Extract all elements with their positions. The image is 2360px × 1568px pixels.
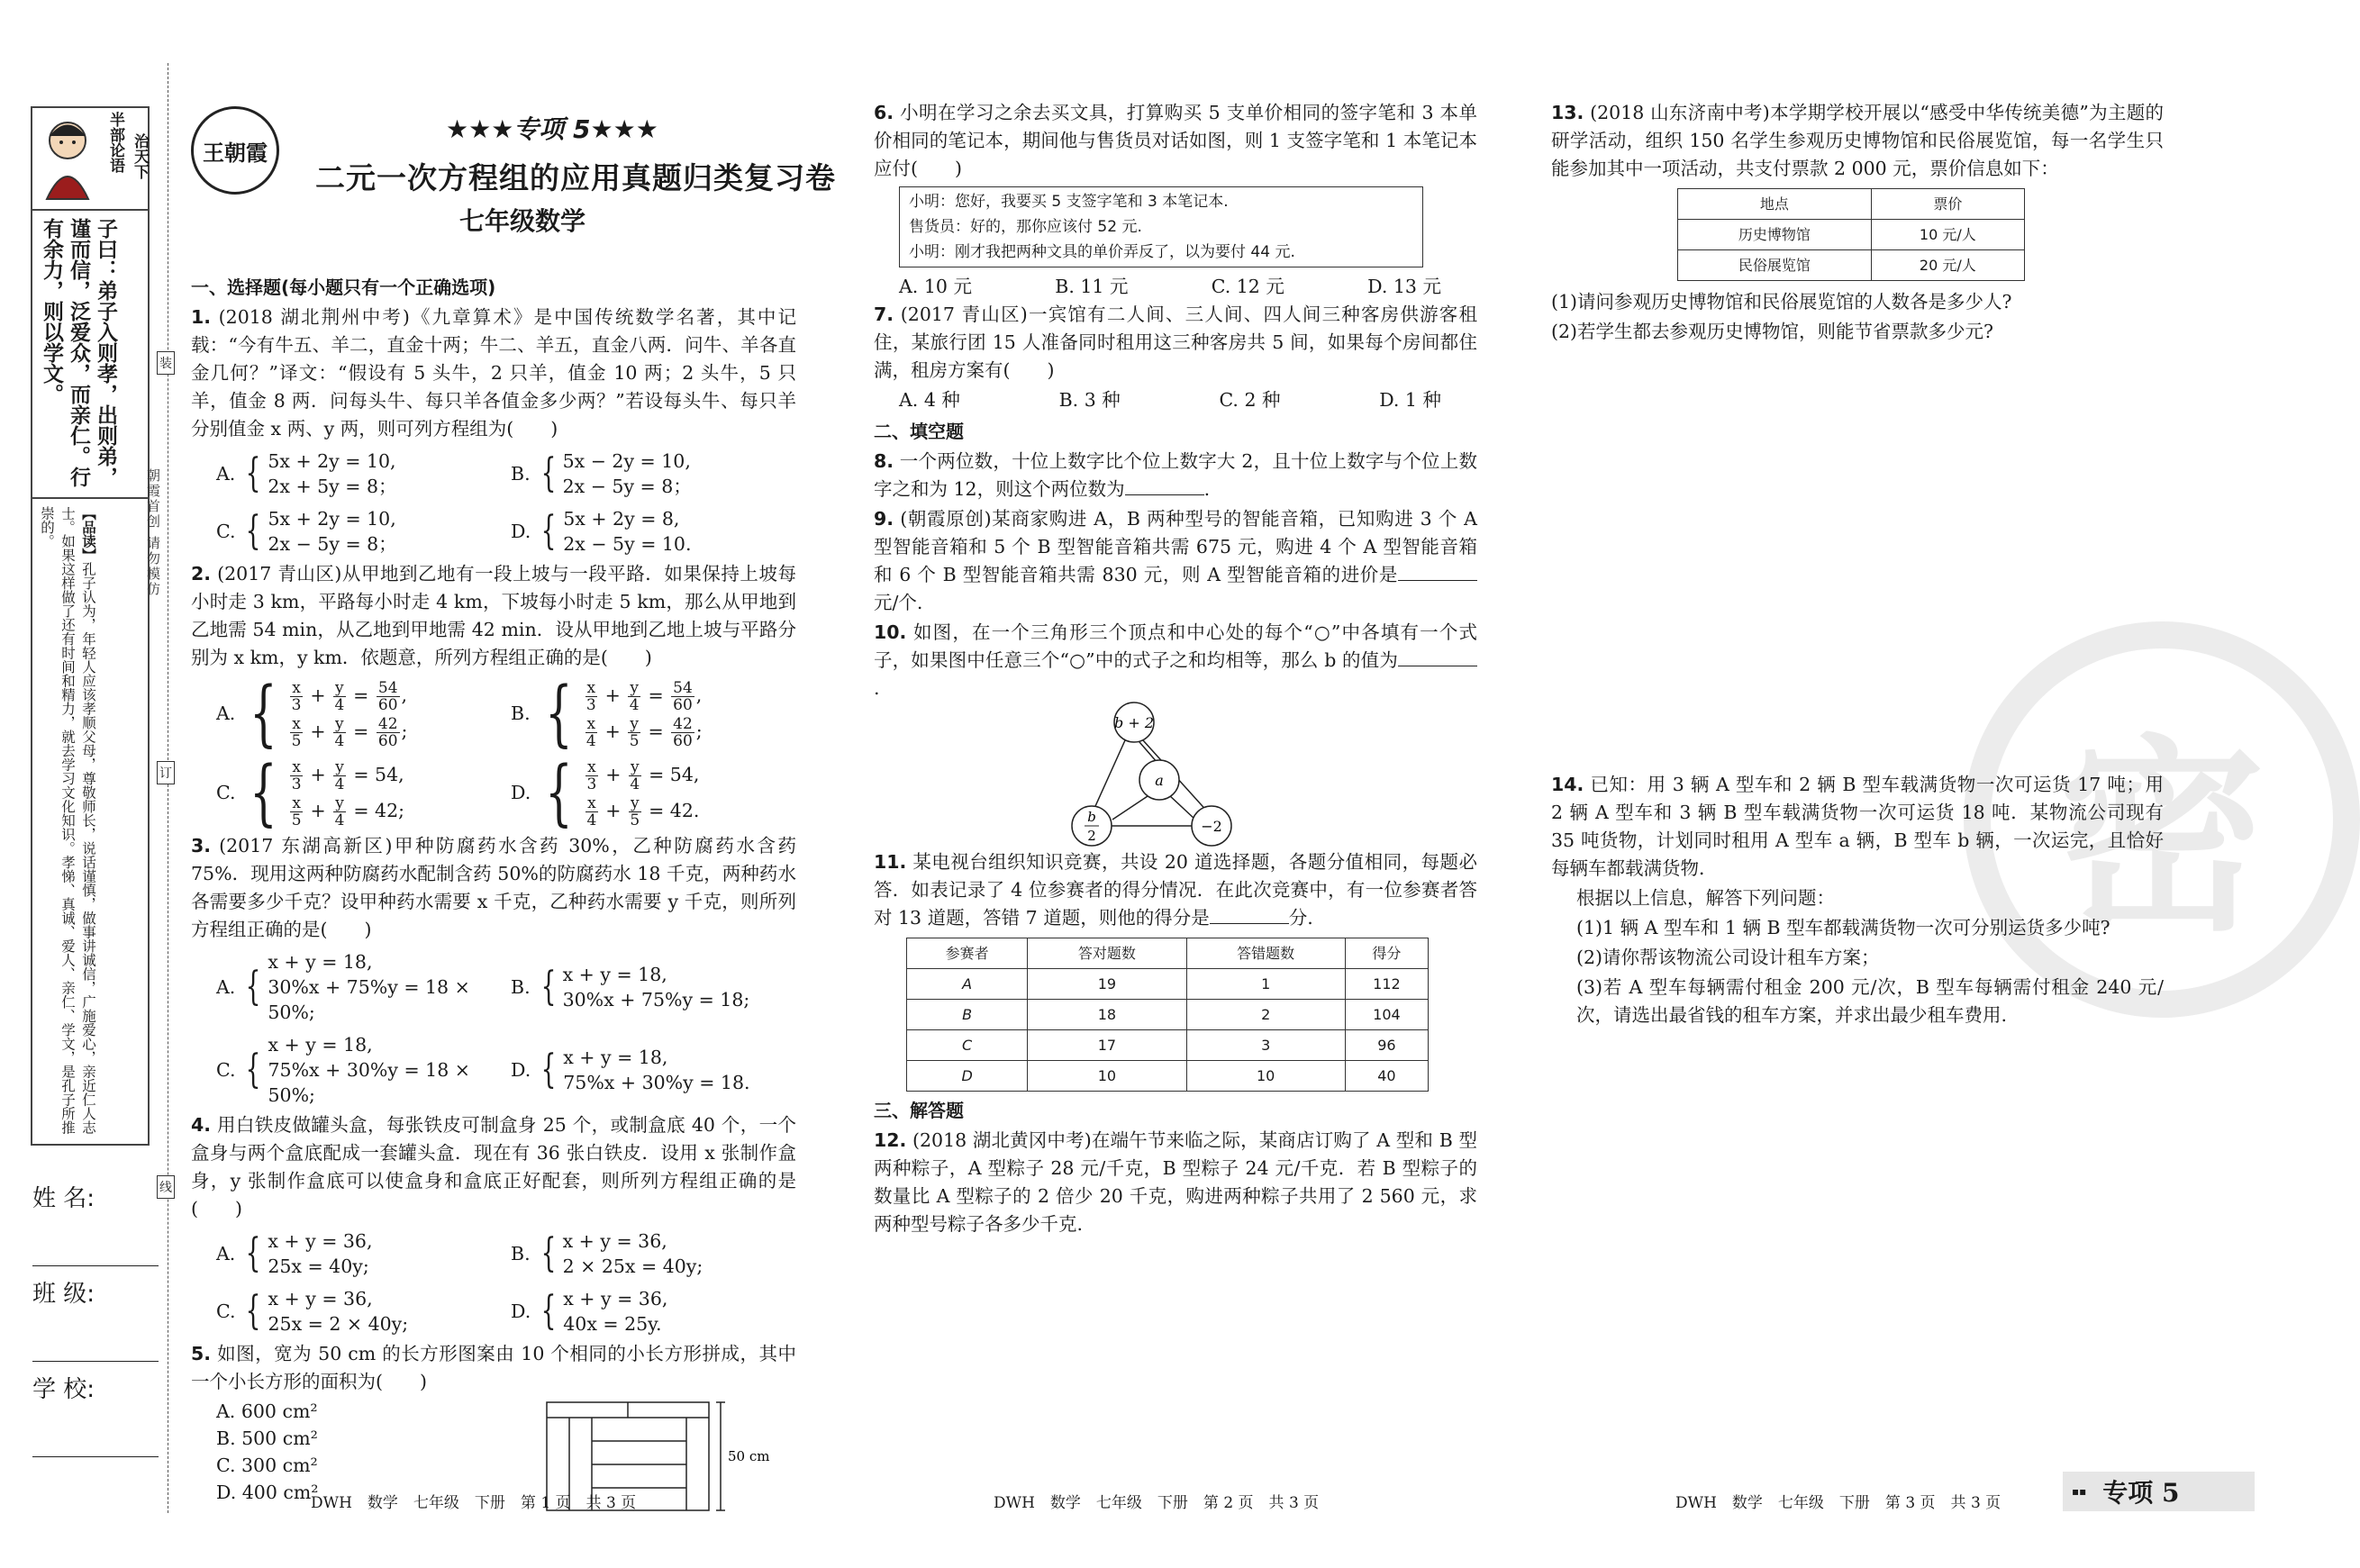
section-solve-title: 三、解答题 (874, 1100, 964, 1121)
reading-text: 孔子认为，年轻人应该孝顺父母，尊敬师长，说话谨慎，做事讲诚信，广施爱心，亲近仁人志士。如果这样做了还有时间和精力，就去学习文化知识。孝悌、真诚、爱人、亲仁、学文，是孔子所推崇的。 (39, 506, 96, 1135)
q6-option-d[interactable]: D. 13 元 (1367, 276, 1441, 297)
q6-option-c[interactable]: C. 12 元 (1211, 276, 1284, 297)
q2-options (216, 671, 796, 834)
reading-title: 【品读】 (80, 506, 96, 562)
column-1 (191, 270, 796, 1533)
question-9: 9. (朝霞原创)某商家购进 A，B 两种型号的智能音箱，已知购进 3 个 A 型智能音箱和 5 个 B 型智能音箱共需 675 元，购进 4 个 A 型智能音箱和 6 个 B 型智能音箱共需 830 元，则 A 型智能音箱的进价是元/个. (874, 508, 1477, 613)
table-row: D 10 10 40 (907, 1061, 1429, 1092)
reading-box (31, 497, 150, 1146)
q3-option-c[interactable]: C. { x + y = 18, 75%x + 30%y = 18 × 50%; (216, 1034, 470, 1106)
question-13: 13. (2018 山东济南中考)本学期学校开展以“感受中华传统美德”为主题的研学活动，组织 150 名学生参观历史博物馆和民俗展览馆，每一名学生只能参加其中一项活动，共支付票款 2 000 元，票价信息如下： (1551, 102, 2164, 179)
q1-option-b[interactable]: B. { 5x − 2y = 10, 2x − 5y = 8； (511, 450, 692, 497)
q3-option-b[interactable]: B. { x + y = 18, 30%x + 75%y = 18; (511, 964, 750, 1011)
table-row: B 18 2 104 (907, 1000, 1429, 1030)
left-circle-denominator: 2 (1087, 828, 1096, 844)
question-6: 6. 小明在学习之余去买文具，打算购买 5 支单价相同的签字笔和 3 本单价相同的笔记本，期间他与售货员对话如图，则 1 支签字笔和 1 本笔记本应付( ) (874, 102, 1477, 179)
watermark-stamp: 密 (1964, 621, 2360, 1018)
question-2: 2. (2017 青山区)从甲地到乙地有一段上坡与一段平路．如果保持上坡每小时走 3 km，平路每小时走 4 km，下坡每小时走 5 km，那么从甲地到乙地需 54 min，从乙地到甲地需 42 min．设从甲地到乙地上坡与平路分别为 x km，y km．依题意，所列方程组正确的是( ) (191, 563, 796, 668)
question-4: 4. 用白铁皮做罐头盒，每张铁皮可制盒身 25 个，或制盒底 40 个，一个盒身与两个盒底配成一套罐头盒．现在有 36 张白铁皮．设用 x 张制作盒身，y 张制作盒底可以使盒身和盒底正好配套，则所列方程组正确的是( ) (191, 1114, 796, 1219)
q11-header-cell: 答错题数 (1186, 938, 1345, 969)
right-circle-label: −2 (1201, 818, 1222, 835)
q7-options (899, 386, 1441, 414)
q3-option-d[interactable]: D. { x + y = 18, 75%x + 30%y = 18. (511, 1047, 750, 1093)
q11-header-cell: 参赛者 (907, 938, 1028, 969)
center-circle-label: a (1155, 772, 1164, 789)
q5-option-a[interactable]: A. 600 cm² (216, 1400, 318, 1422)
section-fill-title: 二、填空题 (874, 421, 964, 442)
q4-option-b[interactable]: B. { x + y = 36, 2 × 25x = 40y; (511, 1230, 703, 1277)
table-row: 历史博物馆 10 元/人 (1678, 220, 2025, 250)
q4-options (216, 1225, 796, 1340)
footer-page-3: DWH 数学 七年级 下册 第 3 页 共 3 页 (1675, 1494, 2001, 1512)
q13-ticket-table (1677, 188, 2025, 281)
q2-option-a[interactable]: A. { $\frac{x}{3}$ + $\frac{y}{4}$ = $\frac{54}{60}$ , $\frac{x}{5}$ + $\frac{y}{4}$ = $\frac{42}{60}$ ; (216, 671, 408, 755)
class-label: 班 级: (32, 1281, 95, 1308)
q7-option-d[interactable]: D. 1 种 (1379, 389, 1441, 411)
q4-option-c[interactable]: C. { x + y = 36, 25x = 2 × 40y; (216, 1288, 409, 1335)
column-2 (874, 99, 1477, 1240)
figure-width-label: 50 cm (728, 1448, 770, 1464)
q6-dialog-box: 小明：您好，我要买 5 支签字笔和 3 本笔记本. 售货员：好的，那你应该付 52 元. 小明：刚才我把两种文具的单价弄反了，以为要付 44 元. (899, 186, 1423, 267)
q11-header-cell: 答对题数 (1028, 938, 1186, 969)
quote-box (31, 209, 150, 499)
class-field[interactable] (32, 1309, 159, 1362)
table-row: C 17 3 96 (907, 1030, 1429, 1061)
q2-option-b[interactable]: B. { $\frac{x}{3}$ + $\frac{y}{4}$ = $\frac{54}{60}$ , $\frac{x}{4}$ + $\frac{y}{5}$ = $\frac{42}{60}$ ; (511, 671, 703, 755)
question-8: 8. 一个两位数，十位上数字比个位上数字大 2，且十位上数字与个位上数字之和为 12，则这个两位数为 . (874, 450, 1477, 500)
name-field[interactable] (32, 1213, 159, 1266)
page-title: 二元一次方程组的应用真题归类复习卷 (315, 160, 836, 195)
q8-answer-blank[interactable] (1125, 494, 1204, 495)
q11-score-table (906, 938, 1429, 1092)
series-box (31, 106, 150, 211)
footer-page-2: DWH 数学 七年级 下册 第 2 页 共 3 页 (994, 1494, 1320, 1512)
top-circle-label: b + 2 (1114, 714, 1154, 731)
triangle-circles-figure (1067, 704, 1248, 848)
q11-header-cell: 得分 (1345, 938, 1428, 969)
q3-option-a[interactable]: A. { x + y = 18, 30%x + 75%y = 18 × 50%; (216, 951, 470, 1023)
confucius-quote: 子曰：弟子入则孝，出则弟，谨而信，泛爱众，而亲仁。行有余力，则以学文。 (40, 218, 117, 487)
school-label: 学 校: (32, 1376, 95, 1403)
q7-option-c[interactable]: C. 2 种 (1219, 389, 1281, 411)
question-11: 11. 某电视台组织知识竞赛，共设 20 道选择题，各题分值相同，每题必答．如表记录了 4 位参赛者的得分情况．在此次竞赛中，有一位参赛者答对 13 道题，答错 7 道题，则他的得分是 分. (874, 851, 1477, 929)
school-field[interactable] (32, 1404, 159, 1457)
q13-sub-1: (1)请问参观历史博物馆和民俗展览馆的人数各是多少人? (1551, 291, 2012, 313)
page-subtitle: 七年级数学 (459, 206, 586, 236)
question-1: 1. (2018 湖北荆州中考)《九章算术》是中国传统数学名著，其中记载：“今有牛五、羊二，直金十两；牛二、羊五，直金八两．问牛、羊各直金几何？”译文：“假设有 5 头牛，2 只羊，值金 10 两；2 头牛，5 只羊，值金 8 两．问每头牛、每只羊各值金多少两？”若设每头牛、每只羊分别值金 x 两、y 两，则可列方程组为( ) (191, 306, 796, 440)
seal-mark-3: 线 (157, 1175, 175, 1199)
q1-options (216, 445, 796, 560)
q6-option-a[interactable]: A. 10 元 (899, 276, 972, 297)
q11-answer-blank[interactable] (1210, 923, 1289, 924)
series-chars-right: 半部论语 (106, 112, 124, 173)
q5-option-b[interactable]: B. 500 cm² (216, 1428, 318, 1449)
q3-options (216, 946, 796, 1111)
brand-logo: 王朝霞 (191, 106, 279, 195)
q13-header-cell: 地点 (1678, 189, 1872, 220)
q4-option-a[interactable]: A. { x + y = 36, 25x = 40y; (216, 1230, 373, 1277)
q14-intro: 根据以上信息，解答下列问题： (1576, 887, 1835, 909)
column-3 (1551, 99, 2164, 1031)
q14-sub-1: (1)1 辆 A 型车和 1 辆 B 型车都载满货物一次可分别运货多少吨? (1576, 917, 2110, 938)
q13-header-cell: 票价 (1871, 189, 2024, 220)
seal-mark-1: 装 (157, 351, 175, 375)
q6-options (899, 273, 1441, 301)
question-14: 14. 已知：用 3 辆 A 型车和 2 辆 B 型车载满货物一次可运货 17 吨；用 2 辆 A 型车和 3 辆 B 型车载满货物一次可运货 18 吨．某物流公司现有 35 吨货物，计划同时租用 A 型车 a 辆，B 型车 b 辆，一次运完，且恰好每辆车都载满货物． (1551, 774, 2164, 879)
question-7: 7. (2017 青山区)一宾馆有二人间、三人间、四人间三种客房供游客租住，某旅行团 15 人准备同时租用这三种客房共 5 间，如果每个房间都住满，租房方案有( ) (874, 304, 1477, 381)
question-12: 12. (2018 湖北黄冈中考)在端午节来临之际，某商店订购了 A 型和 B 型两种粽子，A 型粽子 28 元/千克，B 型粽子 24 元/千克．若 B 型粽子的数量比 A 型粽子的 2 倍少 20 千克，购进两种粽子共用了 2 560 元，求两种型号粽子各多少千克. (874, 1129, 1477, 1235)
q5-option-d[interactable]: D. 400 cm² (216, 1482, 319, 1503)
table-row: A 19 1 112 (907, 969, 1429, 1000)
series-chars-left: 治天下 (131, 133, 149, 179)
name-label: 姓 名: (32, 1185, 95, 1212)
series-label: ★★★专项 5★★★ (446, 114, 658, 144)
q14-sub-2: (2)请你帮该物流公司设计租车方案； (1576, 947, 1880, 968)
left-circle-numerator: b (1087, 809, 1096, 825)
q7-option-a[interactable]: A. 4 种 (899, 389, 960, 411)
q1-option-a[interactable]: A. { 5x + 2y = 10, 2x + 5y = 8； (216, 450, 397, 497)
seal-mark-2: 订 (157, 761, 175, 784)
section-tag: ▪▪ 专项 5 (2063, 1472, 2255, 1511)
q2-option-d[interactable]: D. { $\frac{x}{3}$ + $\frac{y}{4}$ = 54, $\frac{x}{4}$ + $\frac{y}{5}$ = 42. (511, 750, 700, 834)
q2-option-c[interactable]: C. { $\frac{x}{3}$ + $\frac{y}{4}$ = 54, $\frac{x}{5}$ + $\frac{y}{4}$ = 42; (216, 750, 405, 834)
q1-option-c[interactable]: C. { 5x + 2y = 10, 2x − 5y = 8； (216, 508, 397, 555)
scholar-illustration (36, 113, 99, 204)
student-info-form (32, 1171, 159, 1457)
q9-answer-blank[interactable] (1398, 580, 1477, 581)
question-3: 3. (2017 东湖高新区)甲种防腐药水含药 30%，乙种防腐药水含药 75%．现用这两种防腐药水配制含药 50%的防腐药水 18 千克，两种药水各需要多少千克？设甲种药水需要 x 千克，乙种药水需要 y 千克，则所列方程组正确的是( ) (191, 835, 796, 940)
q6-option-b[interactable]: B. 11 元 (1055, 276, 1129, 297)
footer-page-1: DWH 数学 七年级 下册 第 1 页 共 3 页 (311, 1494, 637, 1512)
section-choice-title: 一、选择题(每小题只有一个正确选项) (191, 276, 496, 298)
brand-vertical: 朝霞首创 请勿模仿 (145, 468, 161, 597)
question-5: 5. 如图，宽为 50 cm 的长方形图案由 10 个相同的小长方形拼成，其中一个小长方形的面积为( ) (191, 1343, 796, 1392)
q7-option-b[interactable]: B. 3 种 (1058, 389, 1121, 411)
q4-option-d[interactable]: D. { x + y = 36, 40x = 25y. (511, 1288, 668, 1335)
q5-option-c[interactable]: C. 300 cm² (216, 1455, 318, 1476)
q14-sub-3: (3)若 A 型车每辆需付租金 200 元/次，B 型车每辆需付租金 240 元/次，请选出最省钱的租车方案，并求出最少租车费用. (1576, 976, 2164, 1026)
table-row: 民俗展览馆 20 元/人 (1678, 250, 2025, 281)
q1-option-d[interactable]: D. { 5x + 2y = 8, 2x − 5y = 10. (511, 508, 692, 555)
q13-sub-2: (2)若学生都去参观历史博物馆，则能节省票款多少元? (1551, 321, 1994, 342)
question-10: 10. 如图，在一个三角形三个顶点和中心处的每个“○”中各填有一个式子，如果图中任意三个“○”中的式子之和均相等，那么 b 的值为. (874, 621, 1477, 699)
